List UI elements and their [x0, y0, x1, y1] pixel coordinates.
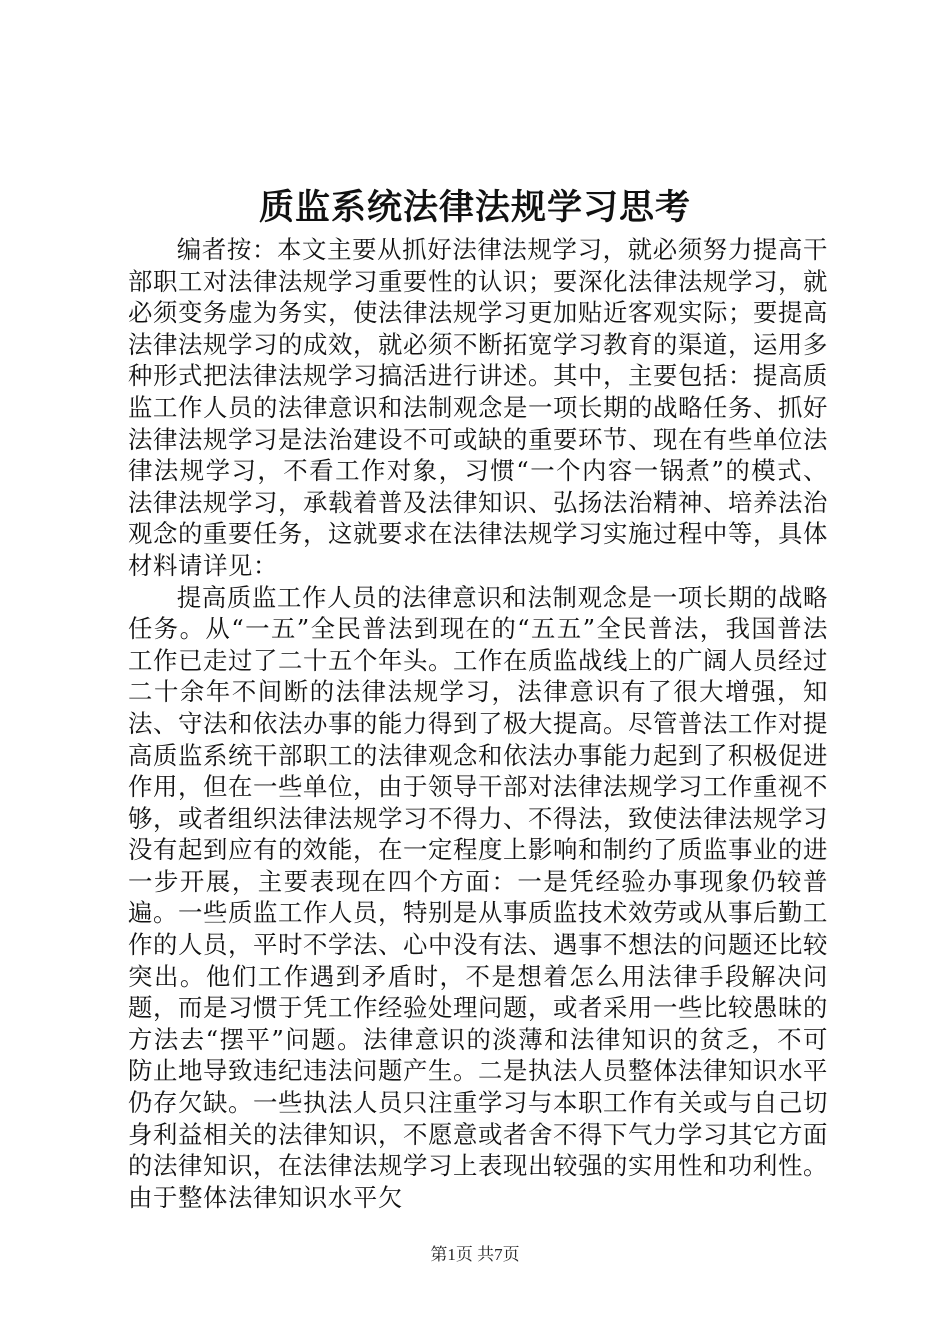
document-title: 质监系统法律法规学习思考	[258, 187, 691, 228]
editor-note-paragraph: 编者按：本文主要从抓好法律法规学习，就必须努力提高干部职工对法律法规学习重要性的认识；要深化法律法规学习，就必须变务虚为务实，使法律法规学习更加贴近客观实际；要提高法律法规学习的成效，就必须不断拓宽学习教育的渠道，运用多种形式把法律法规学习搞活进行讲述。其中，主要包括：提高质监工作人员的法律意识和法制观念是一项长期的战略任务、抓好法律法规学习是法治建设不可或缺的重要环节、现在有些单位法律法规学习，不看工作对象，习惯“一个内容一锅煮”的模式、法律法规学习，承载着普及法律知识、弘扬法治精神、培养法治观念的重要任务，这就要求在法律法规学习实施过程中等，具体材料请详见：	[128, 235, 828, 580]
body-paragraph: 提高质监工作人员的法律意识和法制观念是一项长期的战略任务。从“一五”全民普法到现在的“五五”全民普法，我国普法工作已走过了二十五个年头。工作在质监战线上的广阔人员经过二十余年不间断的法律法规学习，法律意识有了很大增强，知法、守法和依法办事的能力得到了极大提高。尽管普法工作对提高质监系统干部职工的法律观念和依法办事能力起到了积极促进作用，但在一些单位，由于领导干部对法律法规学习工作重视不够，或者组织法律法规学习不得力、不得法，致使法律法规学习没有起到应有的效能，在一定程度上影响和制约了质监事业的进一步开展，主要表现在四个方面：一是凭经验办事现象仍较普遍。一些质监工作人员，特别是从事质监技术效劳或从事后勤工作的人员，平时不学法、心中没有法、遇事不想法的问题还比较突出。他们工作遇到矛盾时，不是想着怎么用法律手段解决问题，而是习惯于凭工作经验处理问题，或者采用一些比较愚昧的方法去“摆平”问题。法律意识的淡薄和法律知识的贫乏，不可防止地导致违纪违法问题产生。二是执法人员整体法律知识水平仍存欠缺。一些执法人员只注重学习与本职工作有关或与自己切身利益相关的法律知识，不愿意或者舍不得下气力学习其它方面的法律知识，在法律法规学习上表现出较强的实用性和功利性。由于整体法律知识水平欠	[128, 582, 828, 1212]
page-number-footer: 第1页 共7页	[430, 1245, 520, 1264]
document-body	[128, 234, 828, 1213]
